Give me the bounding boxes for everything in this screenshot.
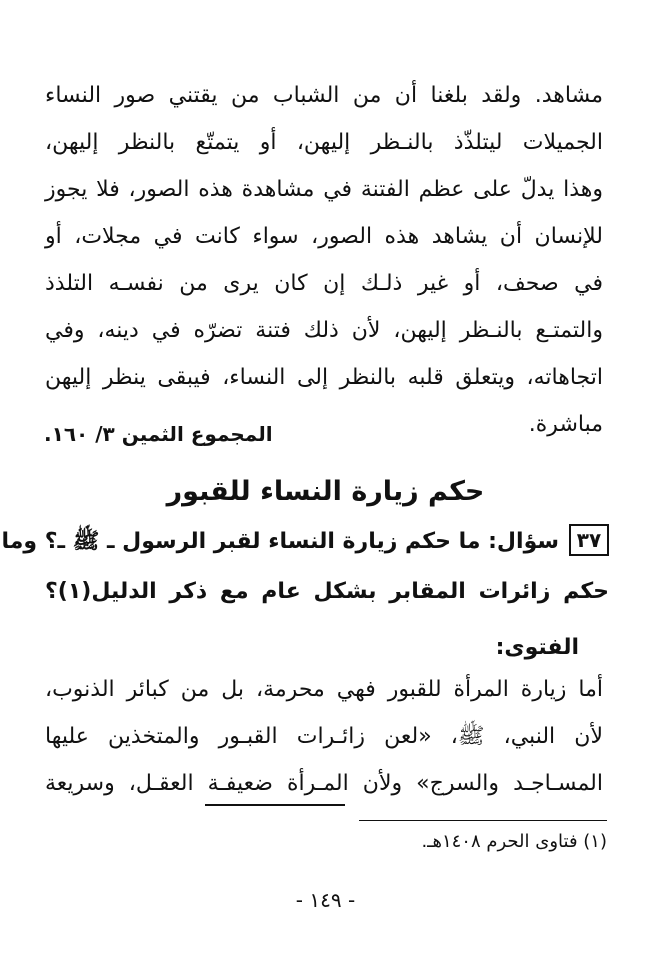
question-row [1,520,609,564]
body-line: الجميلات ليتلذّذ بالنـظر إليهن، أو يتمتّع بالنظر إليهن، [45,130,603,155]
footnote: (١) فتاوى الحرم ١٤٠٨هـ. [421,831,607,852]
question-number-badge: ٣٧ [569,524,609,556]
page-number: - ١٤٩ - [295,888,356,912]
answer-line: المسـاجـد والسرج» ولأن المـرأة ضعيفـة العقـل، وسريعة [45,771,603,796]
question-line: حكم زائرات المقابر بشكل عام مع ذكر الدليل(١)؟ [45,579,609,604]
source-reference: المجموع الثمين ٣/ ١٦٠. [44,422,273,446]
body-line: مشاهد. ولقد بلغنا أن من الشباب من يقتني صور النساء [45,83,603,108]
hadith-underline [205,804,345,806]
body-line: اتجاهاته، ويتعلق قلبه بالنظر إلى النساء، فيبقى ينظر إليهن [45,365,603,390]
body-line: والتمتـع بالنـظر إليهن، لأن ذلك فتنة تضرّه في دينه، وفي [45,318,603,343]
question-line: سؤال: ما حكم زيارة النساء لقبر الرسول ـ ﷺ ـ؟ وما [1,529,559,554]
body-line: للإنسان أن يشاهد هذه الصور، سواء كانت في مجلات، أو [45,224,603,249]
body-line: مباشرة. [528,412,603,437]
section-heading: حكم زيارة النساء للقبور [166,476,485,507]
answer-line: لأن النبي، ﷺ، «لعن زائـرات القبـور والمتخذين عليها [45,724,603,749]
footnote-divider [359,820,607,821]
body-line: في صحف، أو غير ذلـك إن كان يرى من نفسـه التلذذ [45,271,603,296]
fatwa-label: الفتوى: [495,635,579,660]
answer-line: أما زيارة المرأة للقبور فهي محرمة، بل من كبائر الذنوب، [45,677,603,702]
body-line: وهذا يدلّ على عظم الفتنة في مشاهدة هذه الصور، فلا يجوز [45,177,603,202]
